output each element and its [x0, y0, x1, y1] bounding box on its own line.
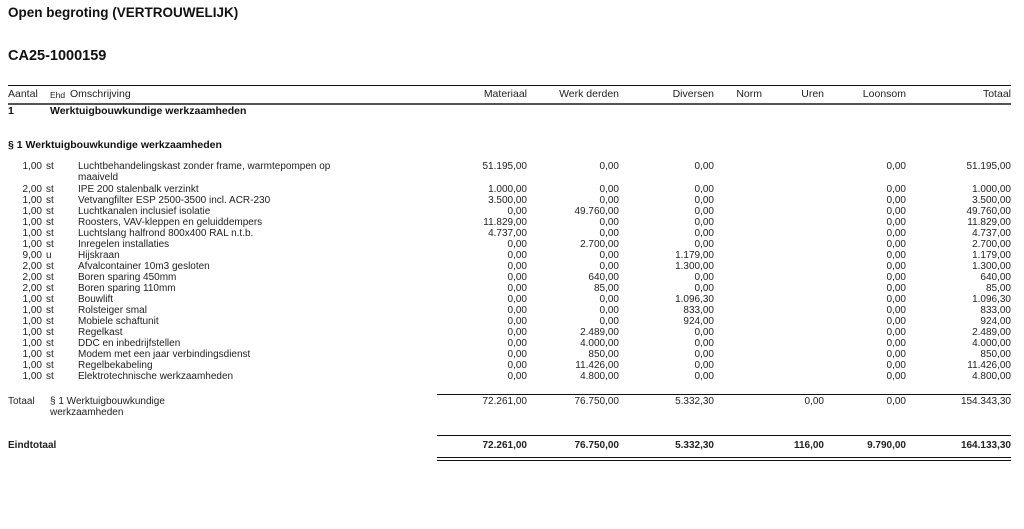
- item-totaal: 850,00: [980, 349, 1011, 360]
- item-materiaal: 3.500,00: [488, 195, 527, 206]
- item-materiaal: 51.195,00: [482, 161, 527, 172]
- item-totaal: 1.179,00: [972, 250, 1011, 261]
- item-loonsom: 0,00: [886, 305, 906, 316]
- item-totaal: 49.760,00: [966, 206, 1011, 217]
- item-materiaal: 0,00: [507, 371, 527, 382]
- item-loonsom: 0,00: [886, 272, 906, 283]
- item-aantal: 1,00: [22, 349, 42, 360]
- grand-total-rule: [437, 435, 1011, 436]
- item-ehd: st: [46, 316, 54, 327]
- item-aantal: 1,00: [22, 217, 42, 228]
- item-aantal: 1,00: [22, 316, 42, 327]
- item-diversen: 0,00: [694, 184, 714, 195]
- chapter-title: Werktuigbouwkundige werkzaamheden: [50, 105, 247, 117]
- grand-total-double-rule-bottom: [437, 460, 1011, 461]
- col-diversen: Diversen: [672, 88, 714, 100]
- grand-total-double-rule-top: [437, 457, 1011, 458]
- item-omschrijving: Inregelen installaties: [78, 239, 170, 250]
- section-total-diversen: 5.332,30: [675, 396, 714, 407]
- item-materiaal: 1.000,00: [488, 184, 527, 195]
- item-werk-derden: 850,00: [588, 349, 619, 360]
- col-ehd: Ehd: [50, 90, 66, 100]
- grand-total-materiaal: 72.261,00: [482, 440, 527, 451]
- item-diversen: 0,00: [694, 239, 714, 250]
- item-diversen: 0,00: [694, 360, 714, 371]
- item-materiaal: 0,00: [507, 338, 527, 349]
- item-loonsom: 0,00: [886, 206, 906, 217]
- item-ehd: st: [46, 239, 54, 250]
- item-diversen: 0,00: [694, 217, 714, 228]
- item-aantal: 1,00: [22, 294, 42, 305]
- item-ehd: st: [46, 294, 54, 305]
- item-diversen: 0,00: [694, 283, 714, 294]
- section-title: § 1 Werktuigbouwkundige werkzaamheden: [8, 139, 222, 151]
- item-werk-derden: 2.700,00: [580, 239, 619, 250]
- item-diversen: 0,00: [694, 349, 714, 360]
- item-materiaal: 0,00: [507, 272, 527, 283]
- col-werk-derden: Werk derden: [559, 88, 619, 100]
- item-diversen: 0,00: [694, 195, 714, 206]
- item-ehd: st: [46, 184, 54, 195]
- col-norm: Norm: [736, 88, 762, 100]
- section-total-materiaal: 72.261,00: [482, 396, 527, 407]
- item-materiaal: 0,00: [507, 250, 527, 261]
- chapter-number: 1: [8, 105, 14, 117]
- item-materiaal: 0,00: [507, 316, 527, 327]
- item-totaal: 85,00: [985, 283, 1011, 294]
- item-ehd: st: [46, 305, 54, 316]
- grand-total-loonsom: 9.790,00: [867, 440, 906, 451]
- item-loonsom: 0,00: [886, 316, 906, 327]
- item-ehd: u: [46, 250, 52, 261]
- item-loonsom: 0,00: [886, 184, 906, 195]
- item-ehd: st: [46, 195, 54, 206]
- item-aantal: 1,00: [22, 338, 42, 349]
- item-omschrijving: IPE 200 stalenbalk verzinkt: [78, 184, 199, 195]
- item-werk-derden: 0,00: [599, 184, 619, 195]
- grand-total-diversen: 5.332,30: [675, 440, 714, 451]
- item-ehd: st: [46, 338, 54, 349]
- item-ehd: st: [46, 206, 54, 217]
- item-diversen: 0,00: [694, 272, 714, 283]
- item-ehd: st: [46, 360, 54, 371]
- item-aantal: 2,00: [22, 261, 42, 272]
- item-materiaal: 0,00: [507, 239, 527, 250]
- item-totaal: 1.000,00: [972, 184, 1011, 195]
- section-total-totaal: 154.343,30: [960, 396, 1011, 407]
- item-diversen: 1.300,00: [675, 261, 714, 272]
- item-loonsom: 0,00: [886, 360, 906, 371]
- item-totaal: 4.000,00: [972, 338, 1011, 349]
- item-werk-derden: 11.426,00: [575, 360, 619, 371]
- item-ehd: st: [46, 349, 54, 360]
- item-omschrijving: Roosters, VAV-kleppen en geluiddempers: [78, 217, 263, 228]
- item-totaal: 11.829,00: [967, 217, 1011, 228]
- item-omschrijving: DDC en inbedrijfstellen: [78, 338, 181, 349]
- item-werk-derden: 0,00: [599, 316, 619, 327]
- item-werk-derden: 0,00: [599, 161, 619, 172]
- grand-total-uren: 116,00: [793, 440, 824, 451]
- item-materiaal: 11.829,00: [483, 217, 527, 228]
- item-aantal: 2,00: [22, 184, 42, 195]
- item-omschrijving: Luchtkanalen inclusief isolatie: [78, 206, 211, 217]
- item-ehd: st: [46, 228, 54, 239]
- grand-total-werk-derden: 76.750,00: [574, 440, 619, 451]
- item-werk-derden: 0,00: [599, 305, 619, 316]
- section-total-uren: 0,00: [804, 396, 824, 407]
- item-omschrijving: Regelbekabeling: [78, 360, 153, 371]
- section-total-werk-derden: 76.750,00: [574, 396, 619, 407]
- grand-total-totaal: 164.133,30: [960, 440, 1011, 451]
- header-top-rule: [8, 85, 1011, 86]
- item-aantal: 9,00: [22, 250, 42, 261]
- item-materiaal: 0,00: [507, 261, 527, 272]
- item-omschrijving: Luchtslang halfrond 800x400 RAL n.t.b.: [78, 228, 254, 239]
- item-aantal: 1,00: [22, 305, 42, 316]
- item-werk-derden: 4.800,00: [580, 371, 619, 382]
- item-aantal: 1,00: [22, 161, 42, 172]
- item-werk-derden: 640,00: [588, 272, 619, 283]
- item-werk-derden: 0,00: [599, 228, 619, 239]
- item-totaal: 4.800,00: [972, 371, 1011, 382]
- item-aantal: 1,00: [22, 195, 42, 206]
- item-omschrijving: Boren sparing 110mm: [78, 283, 176, 294]
- item-omschrijving: Elektrotechnische werkzaamheden: [78, 371, 234, 382]
- item-ehd: st: [46, 161, 54, 172]
- item-werk-derden: 0,00: [599, 294, 619, 305]
- item-omschrijving: Modem met een jaar verbindingsdienst: [78, 349, 251, 360]
- item-totaal: 924,00: [980, 316, 1011, 327]
- grand-total-label: Eindtotaal: [8, 440, 57, 451]
- item-loonsom: 0,00: [886, 239, 906, 250]
- item-werk-derden: 4.000,00: [580, 338, 619, 349]
- item-omschrijving: Bouwlift: [78, 294, 114, 305]
- item-materiaal: 4.737,00: [488, 228, 527, 239]
- item-werk-derden: 85,00: [593, 283, 619, 294]
- item-materiaal: 0,00: [507, 360, 527, 371]
- item-omschrijving: Regelkast: [78, 327, 123, 338]
- col-loonsom: Loonsom: [862, 88, 906, 100]
- item-loonsom: 0,00: [886, 250, 906, 261]
- item-omschrijving: Luchtbehandelingskast zonder frame, warmtepompen op maaiveld: [78, 161, 331, 183]
- item-omschrijving: Afvalcontainer 10m3 gesloten: [78, 261, 210, 272]
- item-totaal: 1.300,00: [972, 261, 1011, 272]
- item-werk-derden: 0,00: [599, 195, 619, 206]
- item-totaal: 4.737,00: [972, 228, 1011, 239]
- item-totaal: 2.700,00: [972, 239, 1011, 250]
- item-omschrijving: Rolsteiger smal: [78, 305, 147, 316]
- item-diversen: 0,00: [694, 371, 714, 382]
- item-totaal: 3.500,00: [972, 195, 1011, 206]
- item-ehd: st: [46, 283, 54, 294]
- item-aantal: 1,00: [22, 327, 42, 338]
- item-diversen: 833,00: [683, 305, 714, 316]
- item-ehd: st: [46, 217, 54, 228]
- item-loonsom: 0,00: [886, 228, 906, 239]
- col-aantal: Aantal: [8, 88, 38, 100]
- item-materiaal: 0,00: [507, 294, 527, 305]
- section-total-desc: § 1 Werktuigbouwkundige werkzaamheden: [50, 396, 165, 418]
- item-werk-derden: 0,00: [599, 250, 619, 261]
- item-diversen: 1.096,30: [675, 294, 714, 305]
- document-number: CA25-1000159: [8, 48, 107, 64]
- item-loonsom: 0,00: [886, 327, 906, 338]
- item-diversen: 0,00: [694, 327, 714, 338]
- item-loonsom: 0,00: [886, 195, 906, 206]
- item-loonsom: 0,00: [886, 161, 906, 172]
- item-loonsom: 0,00: [886, 294, 906, 305]
- section-total-rule: [437, 394, 1011, 395]
- item-totaal: 51.195,00: [966, 161, 1011, 172]
- document-title: Open begroting (VERTROUWELIJK): [8, 5, 239, 20]
- item-loonsom: 0,00: [886, 217, 906, 228]
- item-werk-derden: 0,00: [599, 261, 619, 272]
- item-aantal: 1,00: [22, 371, 42, 382]
- col-omschrijving: Omschrijving: [70, 88, 131, 100]
- item-ehd: st: [46, 272, 54, 283]
- item-aantal: 1,00: [22, 206, 42, 217]
- item-ehd: st: [46, 261, 54, 272]
- item-ehd: st: [46, 371, 54, 382]
- item-loonsom: 0,00: [886, 338, 906, 349]
- item-loonsom: 0,00: [886, 261, 906, 272]
- item-aantal: 1,00: [22, 360, 42, 371]
- col-materiaal: Materiaal: [483, 88, 527, 100]
- col-totaal: Totaal: [982, 88, 1011, 100]
- item-diversen: 0,00: [694, 338, 714, 349]
- item-werk-derden: 2.489,00: [580, 327, 619, 338]
- item-aantal: 1,00: [22, 228, 42, 239]
- item-totaal: 1.096,30: [972, 294, 1011, 305]
- item-diversen: 0,00: [694, 228, 714, 239]
- item-aantal: 1,00: [22, 239, 42, 250]
- item-omschrijving: Hijskraan: [78, 250, 120, 261]
- item-diversen: 0,00: [694, 161, 714, 172]
- item-materiaal: 0,00: [507, 327, 527, 338]
- item-loonsom: 0,00: [886, 349, 906, 360]
- item-materiaal: 0,00: [507, 349, 527, 360]
- col-uren: Uren: [801, 88, 824, 100]
- item-totaal: 640,00: [980, 272, 1011, 283]
- section-total-label: Totaal: [8, 396, 35, 407]
- item-omschrijving: Mobiele schaftunit: [78, 316, 159, 327]
- item-totaal: 2.489,00: [972, 327, 1011, 338]
- item-materiaal: 0,00: [507, 283, 527, 294]
- item-ehd: st: [46, 327, 54, 338]
- item-omschrijving: Boren sparing 450mm: [78, 272, 177, 283]
- item-loonsom: 0,00: [886, 283, 906, 294]
- item-werk-derden: 0,00: [599, 217, 619, 228]
- section-total-loonsom: 0,00: [886, 396, 906, 407]
- item-loonsom: 0,00: [886, 371, 906, 382]
- item-diversen: 1.179,00: [675, 250, 714, 261]
- item-aantal: 2,00: [22, 272, 42, 283]
- item-werk-derden: 49.760,00: [574, 206, 619, 217]
- item-diversen: 0,00: [694, 206, 714, 217]
- item-diversen: 924,00: [683, 316, 714, 327]
- item-omschrijving: Vetvangfilter ESP 2500-3500 incl. ACR-230: [78, 195, 271, 206]
- item-materiaal: 0,00: [507, 206, 527, 217]
- item-materiaal: 0,00: [507, 305, 527, 316]
- item-aantal: 2,00: [22, 283, 42, 294]
- item-totaal: 11.426,00: [967, 360, 1011, 371]
- item-totaal: 833,00: [980, 305, 1011, 316]
